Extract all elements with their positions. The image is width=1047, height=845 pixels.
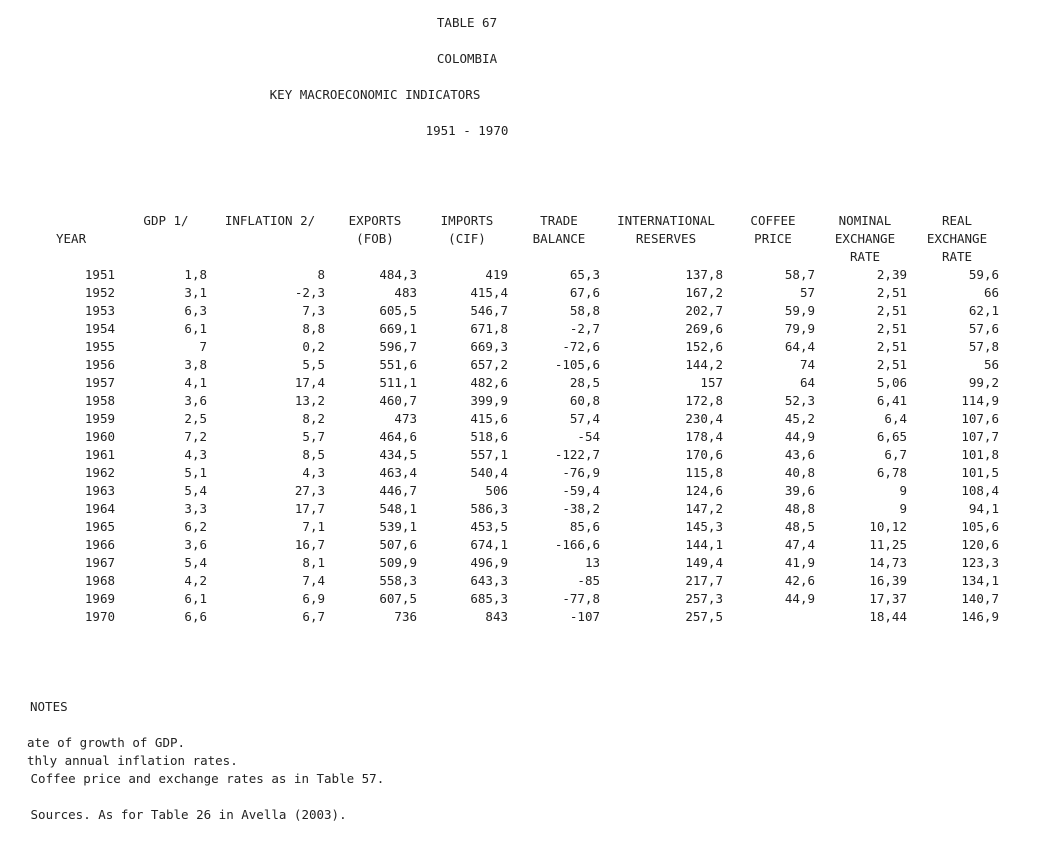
table-cell: 539,1 — [379, 519, 417, 534]
table-cell: 17,4 — [294, 375, 325, 390]
year-cell: 1957 — [84, 375, 115, 390]
table-cell: 74 — [799, 357, 815, 372]
column-header: BALANCE — [532, 231, 586, 246]
table-cell: 483 — [394, 285, 417, 300]
year-cell: 1955 — [84, 339, 115, 354]
table-cell: 79,9 — [784, 321, 815, 336]
table-cell: 17,37 — [869, 591, 907, 606]
table-cell: 170,6 — [685, 447, 723, 462]
table-cell: 67,6 — [569, 285, 600, 300]
table-cell: 124,6 — [685, 483, 723, 498]
note-line: Coffee price and exchange rates as in Table 57. — [23, 771, 385, 786]
table-cell: -166,6 — [554, 537, 600, 552]
table-cell: 8,8 — [302, 321, 325, 336]
table-cell: 16,7 — [294, 537, 325, 552]
table-cell: 2,51 — [876, 339, 907, 354]
year-cell: 1961 — [84, 447, 115, 462]
table-cell: 14,73 — [869, 555, 907, 570]
column-header: TRADE — [540, 213, 578, 228]
column-header: INTERNATIONAL — [617, 213, 715, 228]
table-cell: 446,7 — [379, 483, 417, 498]
table-cell: 59,9 — [784, 303, 815, 318]
table-cell: 2,51 — [876, 303, 907, 318]
column-header: EXCHANGE — [834, 231, 896, 246]
table-cell: 257,3 — [685, 591, 723, 606]
year-cell: 1958 — [84, 393, 115, 408]
table-cell: 152,6 — [685, 339, 723, 354]
table-cell: 669,1 — [379, 321, 417, 336]
table-cell: 6,78 — [876, 465, 907, 480]
year-cell: 1951 — [84, 267, 115, 282]
year-cell: 1953 — [84, 303, 115, 318]
table-cell: 484,3 — [379, 267, 417, 282]
table-cell: 149,4 — [685, 555, 723, 570]
table-cell: 843 — [485, 609, 508, 624]
table-cell: 736 — [394, 609, 417, 624]
table-cell: 66 — [983, 285, 999, 300]
table-cell: 62,1 — [968, 303, 999, 318]
table-cell: 58,8 — [569, 303, 600, 318]
table-cell: 3,6 — [184, 393, 207, 408]
table-cell: 3,6 — [184, 537, 207, 552]
column-header: RATE — [849, 249, 881, 264]
table-cell: 43,6 — [784, 447, 815, 462]
table-cell: 482,6 — [470, 375, 508, 390]
table-cell: 107,7 — [961, 429, 999, 444]
table-cell: 3,8 — [184, 357, 207, 372]
table-cell: 167,2 — [685, 285, 723, 300]
table-cell: 44,9 — [784, 429, 815, 444]
year-cell: 1968 — [84, 573, 115, 588]
table-cell: 10,12 — [869, 519, 907, 534]
table-cell: 27,3 — [294, 483, 325, 498]
table-cell: -107 — [569, 609, 600, 624]
table-cell: 506 — [485, 483, 508, 498]
table-cell: 3,1 — [184, 285, 207, 300]
table-cell: 269,6 — [685, 321, 723, 336]
table-cell: 596,7 — [379, 339, 417, 354]
table-cell: 9 — [899, 483, 907, 498]
table-cell: 48,8 — [784, 501, 815, 516]
year-cell: 1962 — [84, 465, 115, 480]
table-cell: 144,1 — [685, 537, 723, 552]
table-cell: 5,1 — [184, 465, 207, 480]
table-cell: 558,3 — [379, 573, 417, 588]
table-cell: 460,7 — [379, 393, 417, 408]
table-cell: 6,3 — [184, 303, 207, 318]
table-cell: 7,4 — [302, 573, 325, 588]
table-cell: 5,4 — [184, 555, 207, 570]
table-cell: 115,8 — [685, 465, 723, 480]
table-cell: 146,9 — [961, 609, 999, 624]
table-cell: -54 — [577, 429, 600, 444]
table-cell: 6,6 — [184, 609, 207, 624]
table-cell: 217,7 — [685, 573, 723, 588]
table-cell: -76,9 — [562, 465, 600, 480]
table-cell: 2,39 — [876, 267, 907, 282]
table-cell: 57,8 — [968, 339, 999, 354]
column-header: RESERVES — [635, 231, 697, 246]
table-cell: 140,7 — [961, 591, 999, 606]
table-cell: 6,41 — [876, 393, 907, 408]
table-cell: 59,6 — [968, 267, 999, 282]
table-cell: -85 — [577, 573, 600, 588]
table-number: TABLE 67 — [436, 15, 498, 30]
table-cell: 674,1 — [470, 537, 508, 552]
year-cell: 1969 — [84, 591, 115, 606]
table-cell: 2,5 — [184, 411, 207, 426]
year-cell: 1960 — [84, 429, 115, 444]
table-cell: -105,6 — [554, 357, 600, 372]
table-cell: 548,1 — [379, 501, 417, 516]
year-cell: 1965 — [84, 519, 115, 534]
column-header: PRICE — [754, 231, 792, 246]
table-cell: 7,3 — [302, 303, 325, 318]
column-header: NOMINAL — [838, 213, 892, 228]
table-cell: 434,5 — [379, 447, 417, 462]
table-cell: 99,2 — [968, 375, 999, 390]
column-header: (CIF) — [448, 231, 486, 246]
column-header: RATE — [941, 249, 973, 264]
table-cell: 40,8 — [784, 465, 815, 480]
column-header: IMPORTS — [440, 213, 494, 228]
year-cell: 1970 — [84, 609, 115, 624]
table-cell: 64 — [799, 375, 815, 390]
table-cell: 202,7 — [685, 303, 723, 318]
table-cell: 16,39 — [869, 573, 907, 588]
table-cell: 6,9 — [302, 591, 325, 606]
table-cell: 60,8 — [569, 393, 600, 408]
table-cell: 57,4 — [569, 411, 600, 426]
table-cell: 4,3 — [302, 465, 325, 480]
table-cell: 105,6 — [961, 519, 999, 534]
table-cell: 144,2 — [685, 357, 723, 372]
table-cell: -77,8 — [562, 591, 600, 606]
year-column-header: YEAR — [56, 231, 87, 246]
column-header: (FOB) — [356, 231, 394, 246]
table-cell: 147,2 — [685, 501, 723, 516]
table-cell: 57,6 — [968, 321, 999, 336]
note-line: thly annual inflation rates. — [27, 753, 238, 768]
table-cell: 6,1 — [184, 591, 207, 606]
table-cell: 6,7 — [884, 447, 907, 462]
table-cell: -72,6 — [562, 339, 600, 354]
table-cell: 657,2 — [470, 357, 508, 372]
table-cell: 507,6 — [379, 537, 417, 552]
period-title: 1951 - 1970 — [425, 123, 509, 138]
table-cell: 4,1 — [184, 375, 207, 390]
table-cell: 17,7 — [294, 501, 325, 516]
table-cell: 511,1 — [379, 375, 417, 390]
table-cell: 551,6 — [379, 357, 417, 372]
table-cell: 101,8 — [961, 447, 999, 462]
table-cell: -59,4 — [562, 483, 600, 498]
table-cell: 172,8 — [685, 393, 723, 408]
table-cell: 463,4 — [379, 465, 417, 480]
table-cell: 6,4 — [884, 411, 907, 426]
table-cell: 11,25 — [869, 537, 907, 552]
table-cell: 8,2 — [302, 411, 325, 426]
table-cell: 145,3 — [685, 519, 723, 534]
table-cell: 605,5 — [379, 303, 417, 318]
table-cell: 42,6 — [784, 573, 815, 588]
table-cell: 47,4 — [784, 537, 815, 552]
year-cell: 1952 — [84, 285, 115, 300]
year-cell: 1964 — [84, 501, 115, 516]
table-cell: 56 — [983, 357, 999, 372]
table-cell: 6,2 — [184, 519, 207, 534]
table-cell: 518,6 — [470, 429, 508, 444]
table-cell: 6,1 — [184, 321, 207, 336]
table-cell: 4,2 — [184, 573, 207, 588]
table-cell: -38,2 — [562, 501, 600, 516]
table-cell: 671,8 — [470, 321, 508, 336]
table-cell: 6,7 — [302, 609, 325, 624]
table-cell: -2,7 — [569, 321, 600, 336]
table-cell: 3,3 — [184, 501, 207, 516]
table-cell: -122,7 — [554, 447, 600, 462]
table-cell: 685,3 — [470, 591, 508, 606]
table-cell: 13 — [584, 555, 600, 570]
table-cell: 540,4 — [470, 465, 508, 480]
column-header: INFLATION 2/ — [224, 213, 316, 228]
note-line: Sources. As for Table 26 in Avella (2003). — [23, 807, 347, 822]
table-cell: 134,1 — [961, 573, 999, 588]
table-cell: 230,4 — [685, 411, 723, 426]
table-cell: 399,9 — [470, 393, 508, 408]
table-cell: 13,2 — [294, 393, 325, 408]
table-cell: 6,65 — [876, 429, 907, 444]
table-cell: 669,3 — [470, 339, 508, 354]
table-cell: 8 — [317, 267, 325, 282]
table-cell: 157 — [700, 375, 723, 390]
table-cell: 473 — [394, 411, 417, 426]
year-cell: 1966 — [84, 537, 115, 552]
table-cell: 65,3 — [569, 267, 600, 282]
table-cell: 5,06 — [876, 375, 907, 390]
table-cell: 546,7 — [470, 303, 508, 318]
table-cell: 64,4 — [784, 339, 815, 354]
table-cell: 114,9 — [961, 393, 999, 408]
note-line: ate of growth of GDP. — [27, 735, 186, 750]
table-cell: 7,1 — [302, 519, 325, 534]
table-cell: 39,6 — [784, 483, 815, 498]
table-cell: 415,4 — [470, 285, 508, 300]
table-cell: 2,51 — [876, 285, 907, 300]
table-cell: 415,6 — [470, 411, 508, 426]
table-cell: 0,2 — [302, 339, 325, 354]
table-cell: 41,9 — [784, 555, 815, 570]
table-cell: 1,8 — [184, 267, 207, 282]
table-cell: 94,1 — [968, 501, 999, 516]
year-cell: 1956 — [84, 357, 115, 372]
table-cell: -2,3 — [294, 285, 325, 300]
table-cell: 178,4 — [685, 429, 723, 444]
table-cell: 9 — [899, 501, 907, 516]
table-cell: 5,5 — [302, 357, 325, 372]
table-cell: 28,5 — [569, 375, 600, 390]
year-cell: 1954 — [84, 321, 115, 336]
table-cell: 257,5 — [685, 609, 723, 624]
subject-title: KEY MACROECONOMIC INDICATORS — [269, 87, 481, 102]
table-cell: 58,7 — [784, 267, 815, 282]
table-cell: 5,7 — [302, 429, 325, 444]
table-cell: 108,4 — [961, 483, 999, 498]
table-cell: 464,6 — [379, 429, 417, 444]
year-cell: 1963 — [84, 483, 115, 498]
table-cell: 7,2 — [184, 429, 207, 444]
table-cell: 496,9 — [470, 555, 508, 570]
column-header: REAL — [941, 213, 973, 228]
table-cell: 120,6 — [961, 537, 999, 552]
table-cell: 8,1 — [302, 555, 325, 570]
table-cell: 85,6 — [569, 519, 600, 534]
table-cell: 137,8 — [685, 267, 723, 282]
table-cell: 509,9 — [379, 555, 417, 570]
table-cell: 643,3 — [470, 573, 508, 588]
notes-heading: NOTES — [30, 699, 68, 714]
table-cell: 45,2 — [784, 411, 815, 426]
column-header: EXPORTS — [348, 213, 402, 228]
table-cell: 453,5 — [470, 519, 508, 534]
table-cell: 123,3 — [961, 555, 999, 570]
table-cell: 52,3 — [784, 393, 815, 408]
table-cell: 2,51 — [876, 357, 907, 372]
table-cell: 5,4 — [184, 483, 207, 498]
table-cell: 18,44 — [869, 609, 907, 624]
table-cell: 107,6 — [961, 411, 999, 426]
year-cell: 1959 — [84, 411, 115, 426]
year-cell: 1967 — [84, 555, 115, 570]
column-header: GDP 1/ — [143, 213, 189, 228]
table-cell: 586,3 — [470, 501, 508, 516]
column-header: EXCHANGE — [926, 231, 988, 246]
table-cell: 419 — [485, 267, 508, 282]
table-cell: 7 — [199, 339, 207, 354]
table-cell: 607,5 — [379, 591, 417, 606]
table-cell: 2,51 — [876, 321, 907, 336]
table-cell: 8,5 — [302, 447, 325, 462]
table-cell: 101,5 — [961, 465, 999, 480]
column-header: COFFEE — [750, 213, 796, 228]
table-cell: 557,1 — [470, 447, 508, 462]
table-cell: 4,3 — [184, 447, 207, 462]
table-cell: 44,9 — [784, 591, 815, 606]
country-title: COLOMBIA — [436, 51, 498, 66]
table-cell: 57 — [799, 285, 815, 300]
table-cell: 48,5 — [784, 519, 815, 534]
